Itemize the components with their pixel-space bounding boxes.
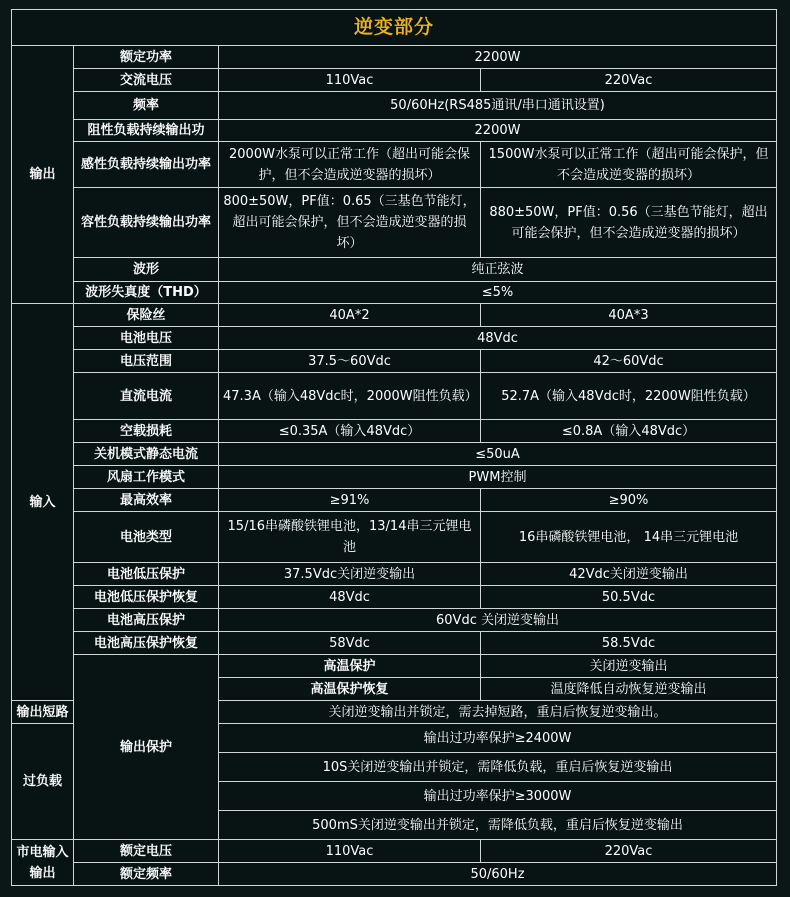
row-label: 阻性负载持续输出功 bbox=[74, 120, 219, 142]
row-label: 保险丝 bbox=[74, 304, 219, 327]
row-label: 电压范围 bbox=[74, 350, 219, 373]
row-value-110: 2000W水泵可以正常工作（超出可能会保护，但不会造成逆变器的损坏） bbox=[219, 142, 481, 188]
row-value-110: 110Vac bbox=[219, 69, 481, 92]
row-value-110: 110Vac bbox=[219, 840, 481, 863]
row-value-220: 220Vac bbox=[481, 69, 777, 92]
row-value-220: 220Vac bbox=[481, 840, 777, 863]
row-label: 频率 bbox=[74, 92, 219, 120]
row-value-220: ≤0.8A（输入48Vdc） bbox=[481, 420, 777, 443]
row-label: 电池类型 bbox=[74, 512, 219, 563]
row-value-110: 15/16串磷酸铁锂电池，13/14串三元锂电池 bbox=[219, 512, 481, 563]
overload-line-3: 输出过功率保护≥3000W bbox=[219, 782, 777, 811]
row-value: ≤5% bbox=[219, 282, 777, 304]
row-value-220: 58.5Vdc bbox=[481, 632, 777, 655]
row-value-110: 48Vdc bbox=[219, 586, 481, 609]
row-label: 风扇工作模式 bbox=[74, 466, 219, 489]
row-value-110: ≤0.35A（输入48Vdc） bbox=[219, 420, 481, 443]
row-label: 电池电压 bbox=[74, 327, 219, 350]
row-value: 2200W bbox=[219, 46, 777, 69]
overload-line-2: 10S关闭逆变输出并锁定，需降低负载，重启后恢复逆变输出 bbox=[219, 753, 777, 782]
row-label: 容性负载持续输出功率 bbox=[74, 188, 219, 258]
row-value-220: ≥90% bbox=[481, 489, 777, 512]
row-value: PWM控制 bbox=[219, 466, 777, 489]
row-value-220: 880±50W，PF值：0.56（三基色节能灯，超出可能会保护，但不会造成逆变器的损坏） bbox=[481, 188, 777, 258]
row-label: 过负载 bbox=[12, 724, 74, 840]
section-title: 逆变部分 bbox=[12, 10, 777, 46]
row-value-110: 37.5～60Vdc bbox=[219, 350, 481, 373]
row-label: 额定电压 bbox=[74, 840, 219, 863]
row-label: 空载损耗 bbox=[74, 420, 219, 443]
row-value-220: 16串磷酸铁锂电池， 14串三元锂电池 bbox=[481, 512, 777, 563]
row-label: 输出短路 bbox=[12, 701, 74, 724]
row-label: 电池低压保护恢复 bbox=[74, 586, 219, 609]
row-label: 波形 bbox=[74, 258, 219, 282]
row-label: 额定频率 bbox=[74, 863, 219, 886]
row-value-220: 1500W水泵可以正常工作（超出可能会保护，但不会造成逆变器的损坏） bbox=[481, 142, 777, 188]
row-value-110: 37.5Vdc关闭逆变输出 bbox=[219, 563, 481, 586]
row-label: 最高效率 bbox=[74, 489, 219, 512]
row-label: 电池高压保护 bbox=[74, 609, 219, 632]
row-value: 60Vdc 关闭逆变输出 bbox=[219, 609, 777, 632]
spec-table bbox=[11, 9, 777, 886]
row-value: ≤50uA bbox=[219, 443, 777, 466]
row-value-110: 40A*2 bbox=[219, 304, 481, 327]
overload-line-1: 输出过功率保护≥2400W bbox=[219, 724, 777, 753]
row-value: 温度降低自动恢复逆变输出 bbox=[481, 678, 777, 701]
row-label: 交流电压 bbox=[74, 69, 219, 92]
row-label: 直流电流 bbox=[74, 373, 219, 420]
row-value: 关闭逆变输出并锁定，需去掉短路，重启后恢复逆变输出。 bbox=[219, 701, 777, 724]
row-label: 高温保护恢复 bbox=[219, 678, 481, 701]
row-value-110: ≥91% bbox=[219, 489, 481, 512]
row-value: 纯正弦波 bbox=[219, 258, 777, 282]
row-value-220: 40A*3 bbox=[481, 304, 777, 327]
group-mains: 市电输入输出 bbox=[12, 840, 74, 886]
row-value: 50/60Hz bbox=[219, 863, 777, 886]
row-label: 关机模式静态电流 bbox=[74, 443, 219, 466]
row-value: 2200W bbox=[219, 120, 777, 142]
group-protection: 输出保护 bbox=[74, 655, 219, 840]
row-value-220: 50.5Vdc bbox=[481, 586, 777, 609]
row-value-110: 58Vdc bbox=[219, 632, 481, 655]
row-value: 关闭逆变输出 bbox=[481, 655, 777, 678]
row-value-220: 42～60Vdc bbox=[481, 350, 777, 373]
row-label: 波形失真度（THD） bbox=[74, 282, 219, 304]
row-label: 电池高压保护恢复 bbox=[74, 632, 219, 655]
row-label: 额定功率 bbox=[74, 46, 219, 69]
row-label: 感性负载持续输出功率 bbox=[74, 142, 219, 188]
row-value: 50/60Hz(RS485通讯/串口通讯设置) bbox=[219, 92, 777, 120]
spec-sheet bbox=[11, 9, 776, 886]
row-value-220: 52.7A（输入48Vdc时，2200W阻性负载） bbox=[481, 373, 777, 420]
group-input: 输入 bbox=[12, 304, 74, 701]
row-label: 电池低压保护 bbox=[74, 563, 219, 586]
overload-line-4: 500mS关闭逆变输出并锁定，需降低负载，重启后恢复逆变输出 bbox=[219, 811, 777, 840]
row-value-110: 47.3A（输入48Vdc时，2000W阻性负载） bbox=[219, 373, 481, 420]
row-value: 48Vdc bbox=[219, 327, 777, 350]
row-value-110: 800±50W，PF值：0.65（三基色节能灯，超出可能会保护，但不会造成逆变器的损坏） bbox=[219, 188, 481, 258]
row-label: 高温保护 bbox=[219, 655, 481, 678]
group-output: 输出 bbox=[12, 46, 74, 304]
row-value-220: 42Vdc关闭逆变输出 bbox=[481, 563, 777, 586]
